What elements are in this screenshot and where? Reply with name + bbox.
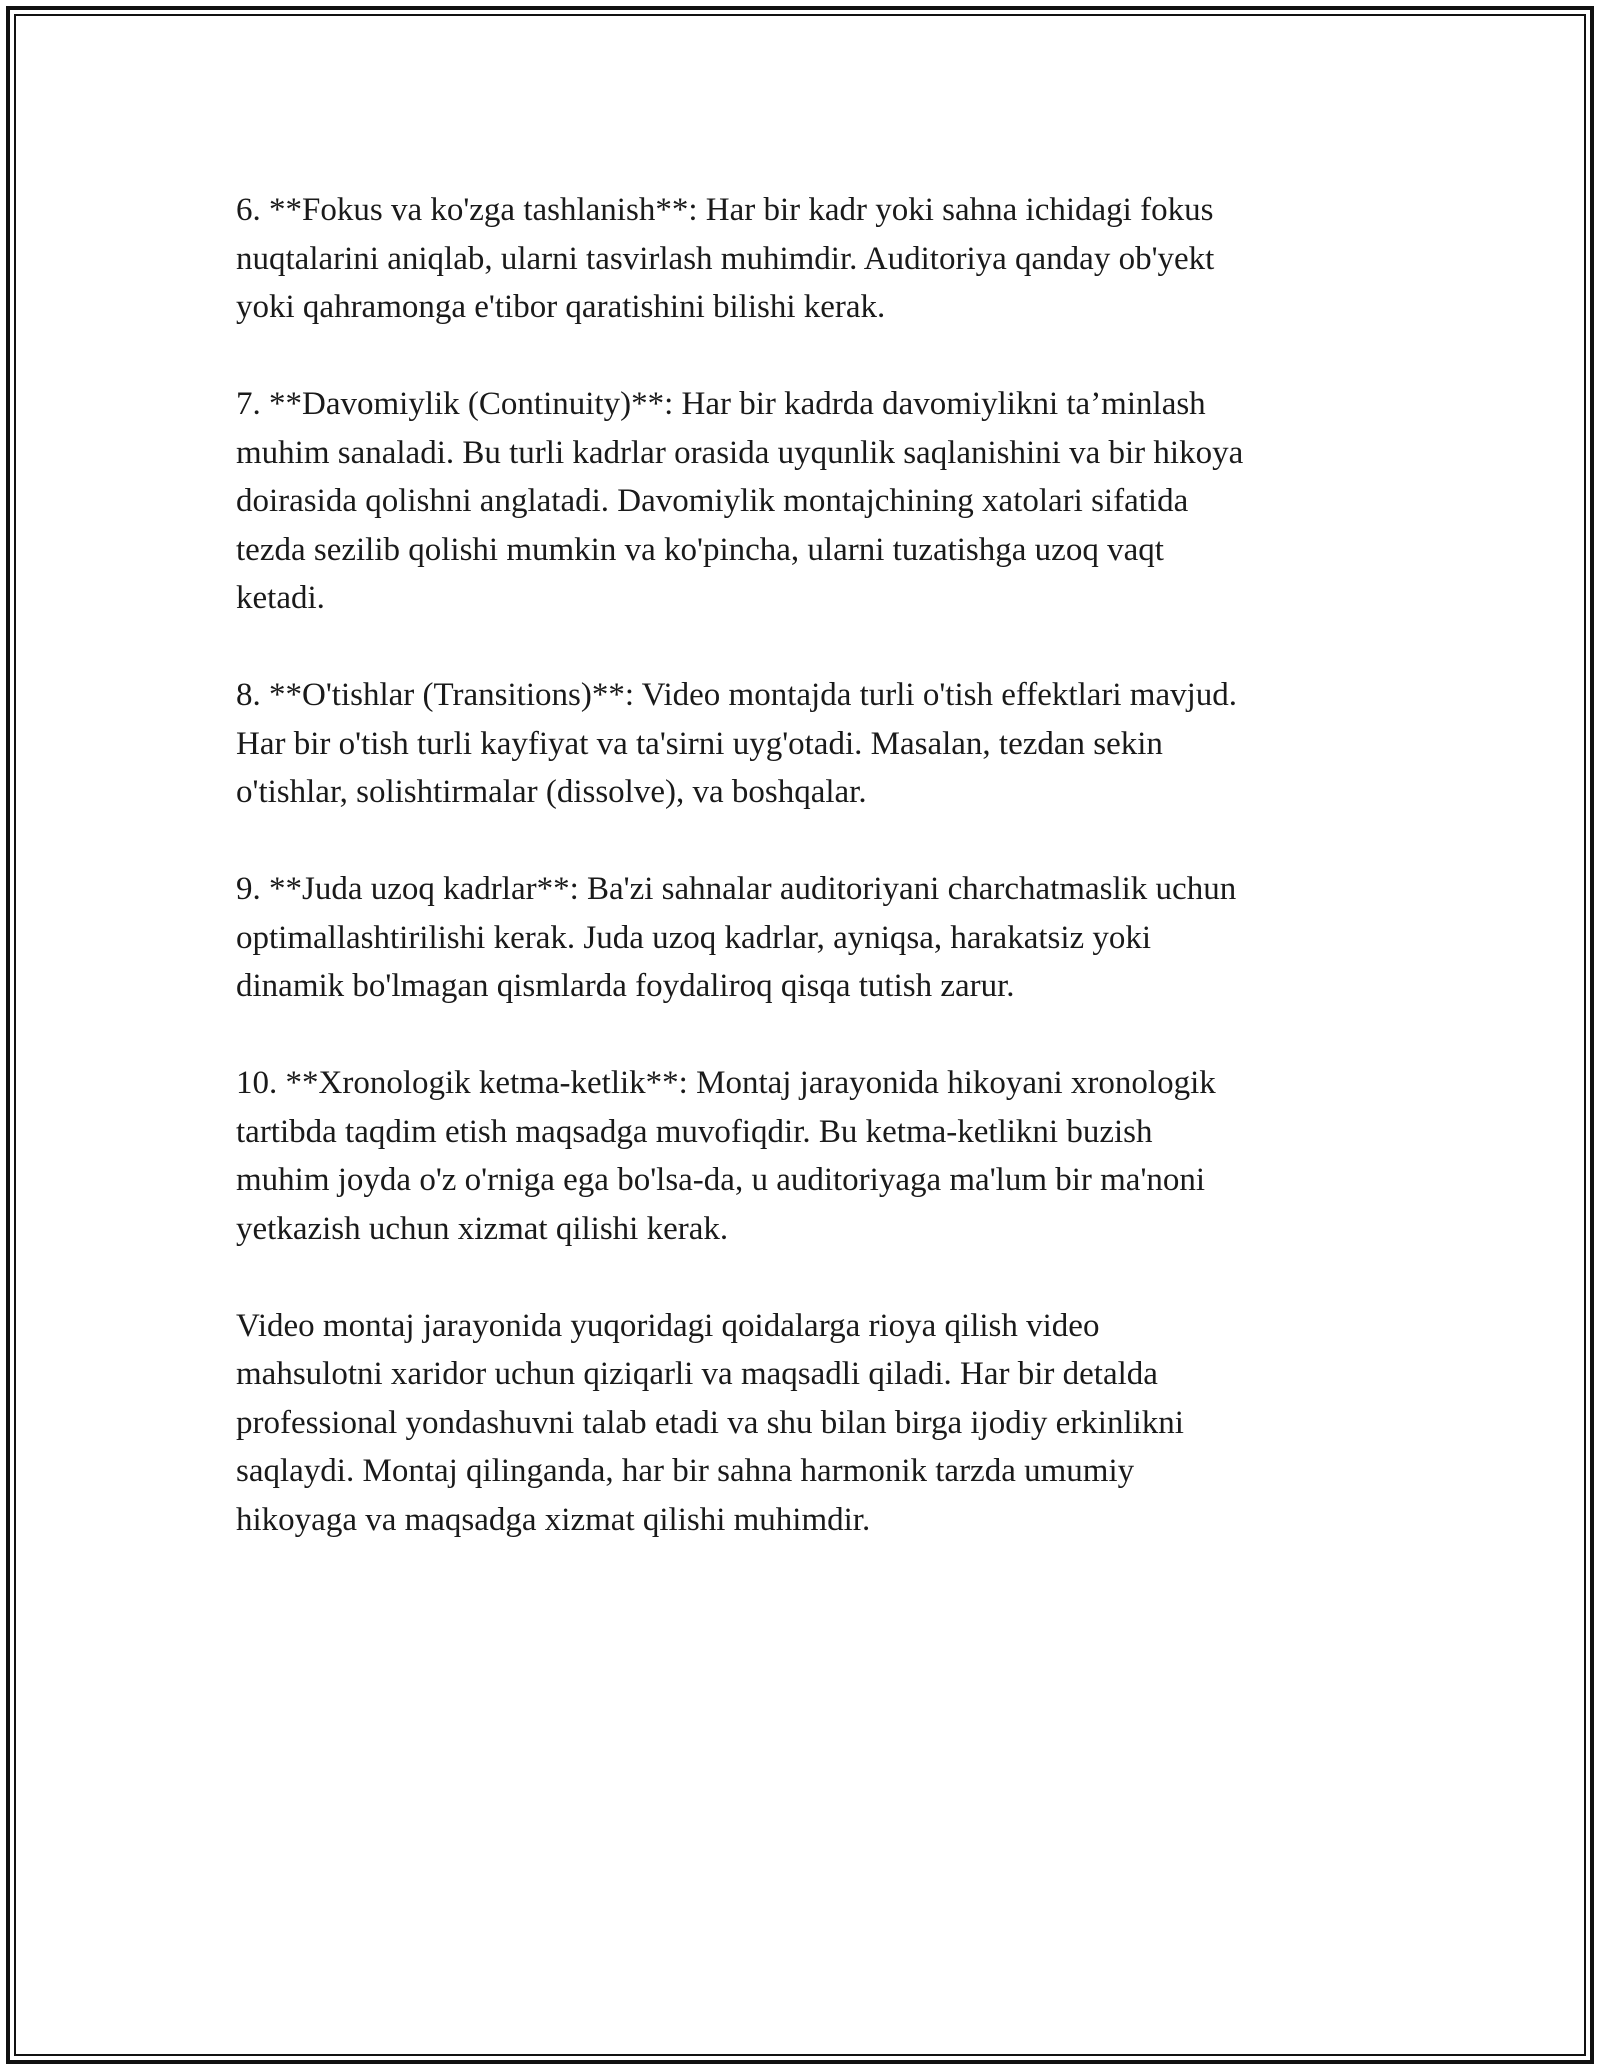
text-line: ketadi. <box>236 580 325 616</box>
paragraph-long-shots <box>236 865 1366 1011</box>
text-line: tartibda taqdim etish maqsadga muvofiqdir. Bu ketma-ketlikni buzish <box>236 1113 1153 1150</box>
text-line: yetkazish uchun xizmat qilishi kerak. <box>236 1210 729 1247</box>
text-line: muhim joyda o'z o'rniga ega bo'lsa-da, u auditoriyaga ma'lum bir ma'noni <box>236 1162 1206 1198</box>
text-line: Video montaj jarayonida yuqoridagi qoidalarga rioya qilish video <box>236 1307 1100 1344</box>
text-line: 6. **Fokus va ko'zga tashlanish**: Har bir kadr yoki sahna ichidagi fokus <box>236 192 1214 228</box>
text-line: nuqtalarini aniqlab, ularni tasvirlash muhimdir. Auditoriya qanday ob'yekt <box>236 240 1215 277</box>
text-line: saqlaydi. Montaj qilinganda, har bir sahna harmonik tarzda umumiy <box>236 1453 1135 1489</box>
text-line: 8. **O'tishlar (Transitions)**: Video montajda turli o'tish effektlari mavjud. <box>236 677 1238 713</box>
paragraph-focus <box>236 186 1366 332</box>
paragraph-conclusion <box>236 1302 1366 1545</box>
text-line: professional yondashuvni talab etadi va shu bilan birga ijodiy erkinlikni <box>236 1404 1184 1441</box>
text-line: 10. **Xronologik ketma-ketlik**: Montaj jarayonida hikoyani xronologik <box>236 1065 1216 1101</box>
text-line: 9. **Juda uzoq kadrlar**: Ba'zi sahnalar auditoriyani charchatmaslik uchun <box>236 871 1237 907</box>
text-line: yoki qahramonga e'tibor qaratishini bilishi kerak. <box>236 289 886 325</box>
document-body <box>236 186 1366 1593</box>
text-line: doirasida qolishni anglatadi. Davomiylik montajchining xatolari sifatida <box>236 483 1189 519</box>
text-line: muhim sanaladi. Bu turli kadrlar orasida uyqunlik saqlanishini va bir hikoya <box>236 434 1244 471</box>
paragraph-continuity <box>236 380 1366 623</box>
text-line: optimallashtirilishi kerak. Juda uzoq kadrlar, ayniqsa, harakatsiz yoki <box>236 919 1152 956</box>
paragraph-transitions <box>236 671 1366 817</box>
text-line: dinamik bo'lmagan qismlarda foydaliroq qisqa tutish zarur. <box>236 968 1015 1004</box>
text-line: tezda sezilib qolishi mumkin va ko'pincha, ularni tuzatishga uzoq vaqt <box>236 531 1164 568</box>
text-line: mahsulotni xaridor uchun qiziqarli va maqsadli qiladi. Har bir detalda <box>236 1356 1158 1392</box>
text-line: 7. **Davomiylik (Continuity)**: Har bir kadrda davomiylikni ta’minlash <box>236 386 1206 422</box>
paragraph-chronology <box>236 1059 1366 1253</box>
text-line: hikoyaga va maqsadga xizmat qilishi muhimdir. <box>236 1501 871 1538</box>
text-line: o'tishlar, solishtirmalar (dissolve), va boshqalar. <box>236 774 867 810</box>
text-line: Har bir o'tish turli kayfiyat va ta'sirni uyg'otadi. Masalan, tezdan sekin <box>236 725 1163 762</box>
